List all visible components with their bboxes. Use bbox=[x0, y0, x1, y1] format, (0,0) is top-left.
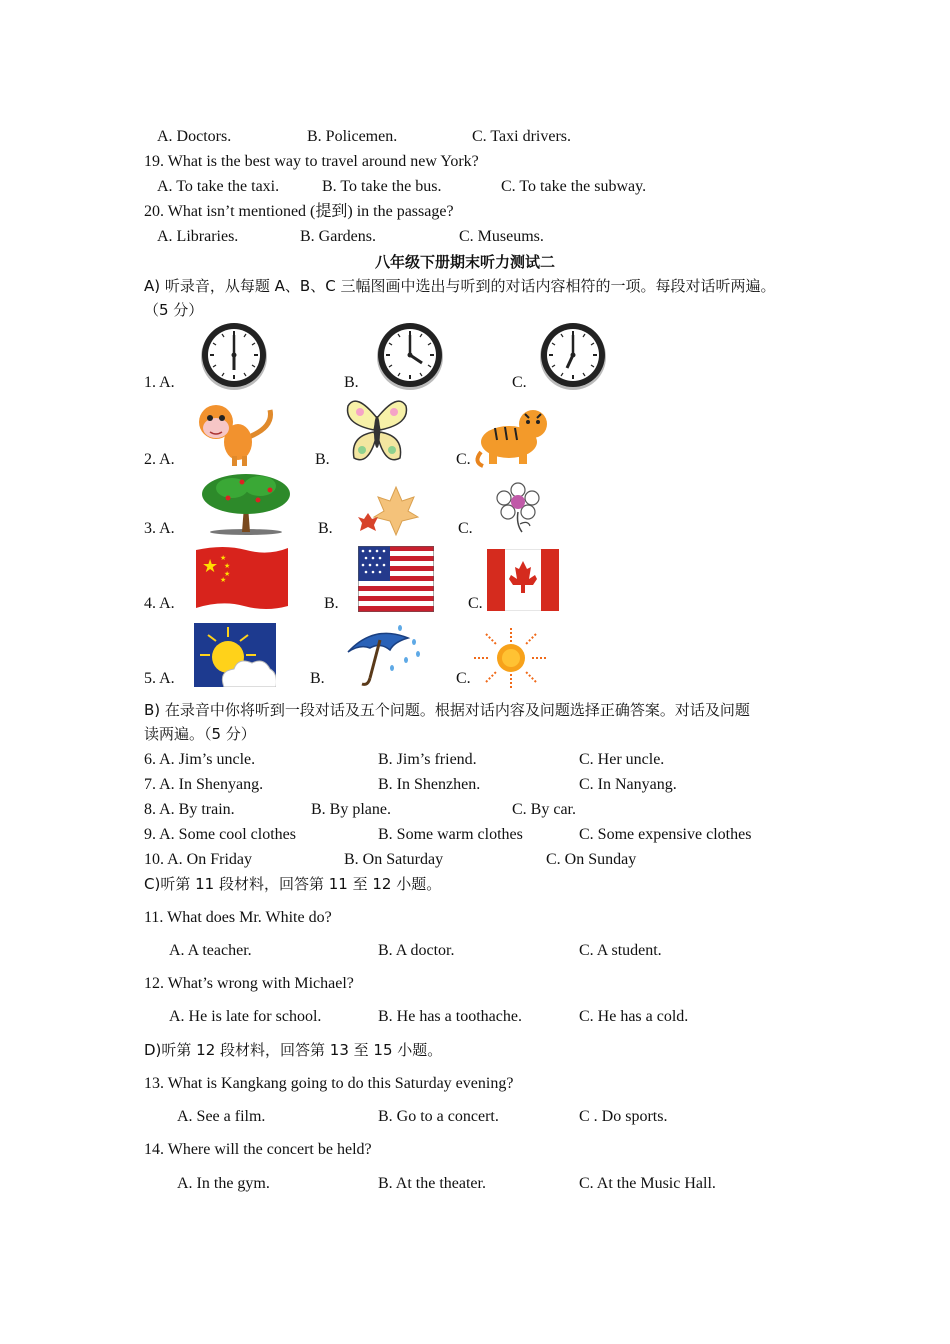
q20-option-c: C. Museums. bbox=[459, 228, 544, 245]
canada-flag-icon bbox=[487, 549, 559, 611]
q10-option-c: C. On Sunday bbox=[546, 851, 637, 868]
q11-option-b: B. A doctor. bbox=[378, 942, 455, 959]
usa-flag-icon bbox=[358, 546, 434, 612]
sun-cloud-icon bbox=[194, 623, 276, 687]
row2-label-c: C. bbox=[456, 451, 471, 468]
page-title: 八年级下册期末听力测试二 bbox=[375, 253, 556, 271]
q9-option-c: C. Some expensive clothes bbox=[579, 826, 752, 843]
q8-option-b: B. By plane. bbox=[311, 801, 391, 818]
q8-option-a: 8. A. By train. bbox=[144, 801, 235, 818]
butterfly-icon bbox=[344, 396, 410, 468]
q7-option-a: 7. A. In Shenyang. bbox=[144, 776, 264, 793]
tree-icon bbox=[198, 470, 294, 536]
q13-option-a: A. See a film. bbox=[177, 1108, 266, 1125]
row2-label-b: B. bbox=[315, 451, 330, 468]
q13-question: 13. What is Kangkang going to do this Saturday evening? bbox=[144, 1075, 514, 1092]
section-b-instruction: B) 在录音中你将听到一段对话及五个问题。根据对话内容及问题选择正确答案。对话及问题 bbox=[144, 701, 750, 719]
row4-label-c: C. bbox=[468, 595, 483, 612]
row1-label-c: C. bbox=[512, 374, 527, 391]
leaves-icon bbox=[356, 483, 420, 537]
q6-option-c: C. Her uncle. bbox=[579, 751, 665, 768]
q19-option-c: C. To take the subway. bbox=[501, 178, 647, 195]
q7-option-b: B. In Shenzhen. bbox=[378, 776, 481, 793]
clock-icon bbox=[374, 320, 446, 392]
flower-icon bbox=[492, 482, 544, 534]
row3-label-b: B. bbox=[318, 520, 333, 537]
q13-option-b: B. Go to a concert. bbox=[378, 1108, 499, 1125]
section-d-instruction: D)听第 12 段材料，回答第 13 至 15 小题。 bbox=[144, 1041, 443, 1059]
row5-label-c: C. bbox=[456, 670, 471, 687]
q11-question: 11. What does Mr. White do? bbox=[144, 909, 332, 926]
q8-option-c: C. By car. bbox=[512, 801, 576, 818]
row2-label-a: 2. A. bbox=[144, 451, 175, 468]
row5-label-a: 5. A. bbox=[144, 670, 175, 687]
row1-label-b: B. bbox=[344, 374, 359, 391]
row3-label-c: C. bbox=[458, 520, 473, 537]
row5-label-b: B. bbox=[310, 670, 325, 687]
q12-option-c: C. He has a cold. bbox=[579, 1008, 689, 1025]
q9-option-b: B. Some warm clothes bbox=[378, 826, 523, 843]
q12-option-a: A. He is late for school. bbox=[169, 1008, 322, 1025]
section-a-instruction: A) 听录音，从每题 A、B、C 三幅图画中选出与听到的对话内容相符的一项。每段对话听两遍。 bbox=[144, 277, 776, 295]
svg-text:★: ★ bbox=[220, 554, 227, 562]
q20-option-b: B. Gardens. bbox=[300, 228, 376, 245]
q9-option-a: 9. A. Some cool clothes bbox=[144, 826, 296, 843]
q20-question: 20. What isn’t mentioned (提到) in the passage? bbox=[144, 203, 454, 220]
svg-text:★: ★ bbox=[202, 556, 219, 577]
q12-option-b: B. He has a toothache. bbox=[378, 1008, 522, 1025]
q19-option-b: B. To take the bus. bbox=[322, 178, 442, 195]
section-b-points: 读两遍。（5 分） bbox=[144, 725, 256, 743]
clock-icon bbox=[198, 320, 270, 392]
q11-option-c: C. A student. bbox=[579, 942, 662, 959]
section-c-instruction: C)听第 11 段材料，回答第 11 至 12 小题。 bbox=[144, 875, 442, 893]
q19-question: 19. What is the best way to travel around new York? bbox=[144, 153, 479, 170]
q6-option-a: 6. A. Jim’s uncle. bbox=[144, 751, 256, 768]
q10-option-a: 10. A. On Friday bbox=[144, 851, 252, 868]
row4-label-b: B. bbox=[324, 595, 339, 612]
q10-option-b: B. On Saturday bbox=[344, 851, 444, 868]
sun-icon bbox=[474, 628, 548, 688]
q13-option-c: C . Do sports. bbox=[579, 1108, 668, 1125]
q14-option-b: B. At the theater. bbox=[378, 1175, 486, 1192]
row3-label-a: 3. A. bbox=[144, 520, 175, 537]
q14-question: 14. Where will the concert be held? bbox=[144, 1141, 372, 1158]
section-a-points: （5 分） bbox=[144, 301, 204, 319]
q18-option-a: A. Doctors. bbox=[157, 128, 232, 145]
svg-text:★: ★ bbox=[220, 576, 227, 584]
clock-icon bbox=[537, 320, 609, 392]
q19-option-a: A. To take the taxi. bbox=[157, 178, 280, 195]
monkey-icon bbox=[196, 398, 280, 468]
q14-option-c: C. At the Music Hall. bbox=[579, 1175, 716, 1192]
row1-label-a: 1. A. bbox=[144, 374, 175, 391]
umbrella-rain-icon bbox=[344, 624, 424, 688]
q18-option-c: C. Taxi drivers. bbox=[472, 128, 572, 145]
q14-option-a: A. In the gym. bbox=[177, 1175, 270, 1192]
tiger-icon bbox=[473, 396, 551, 468]
q18-option-b: B. Policemen. bbox=[307, 128, 398, 145]
q12-question: 12. What’s wrong with Michael? bbox=[144, 975, 354, 992]
q7-option-c: C. In Nanyang. bbox=[579, 776, 677, 793]
china-flag-icon bbox=[194, 544, 290, 612]
q20-option-a: A. Libraries. bbox=[157, 228, 239, 245]
svg-text:★: ★ bbox=[224, 562, 231, 570]
q11-option-a: A. A teacher. bbox=[169, 942, 252, 959]
q6-option-b: B. Jim’s friend. bbox=[378, 751, 477, 768]
svg-text:★: ★ bbox=[224, 570, 231, 578]
row4-label-a: 4. A. bbox=[144, 595, 175, 612]
